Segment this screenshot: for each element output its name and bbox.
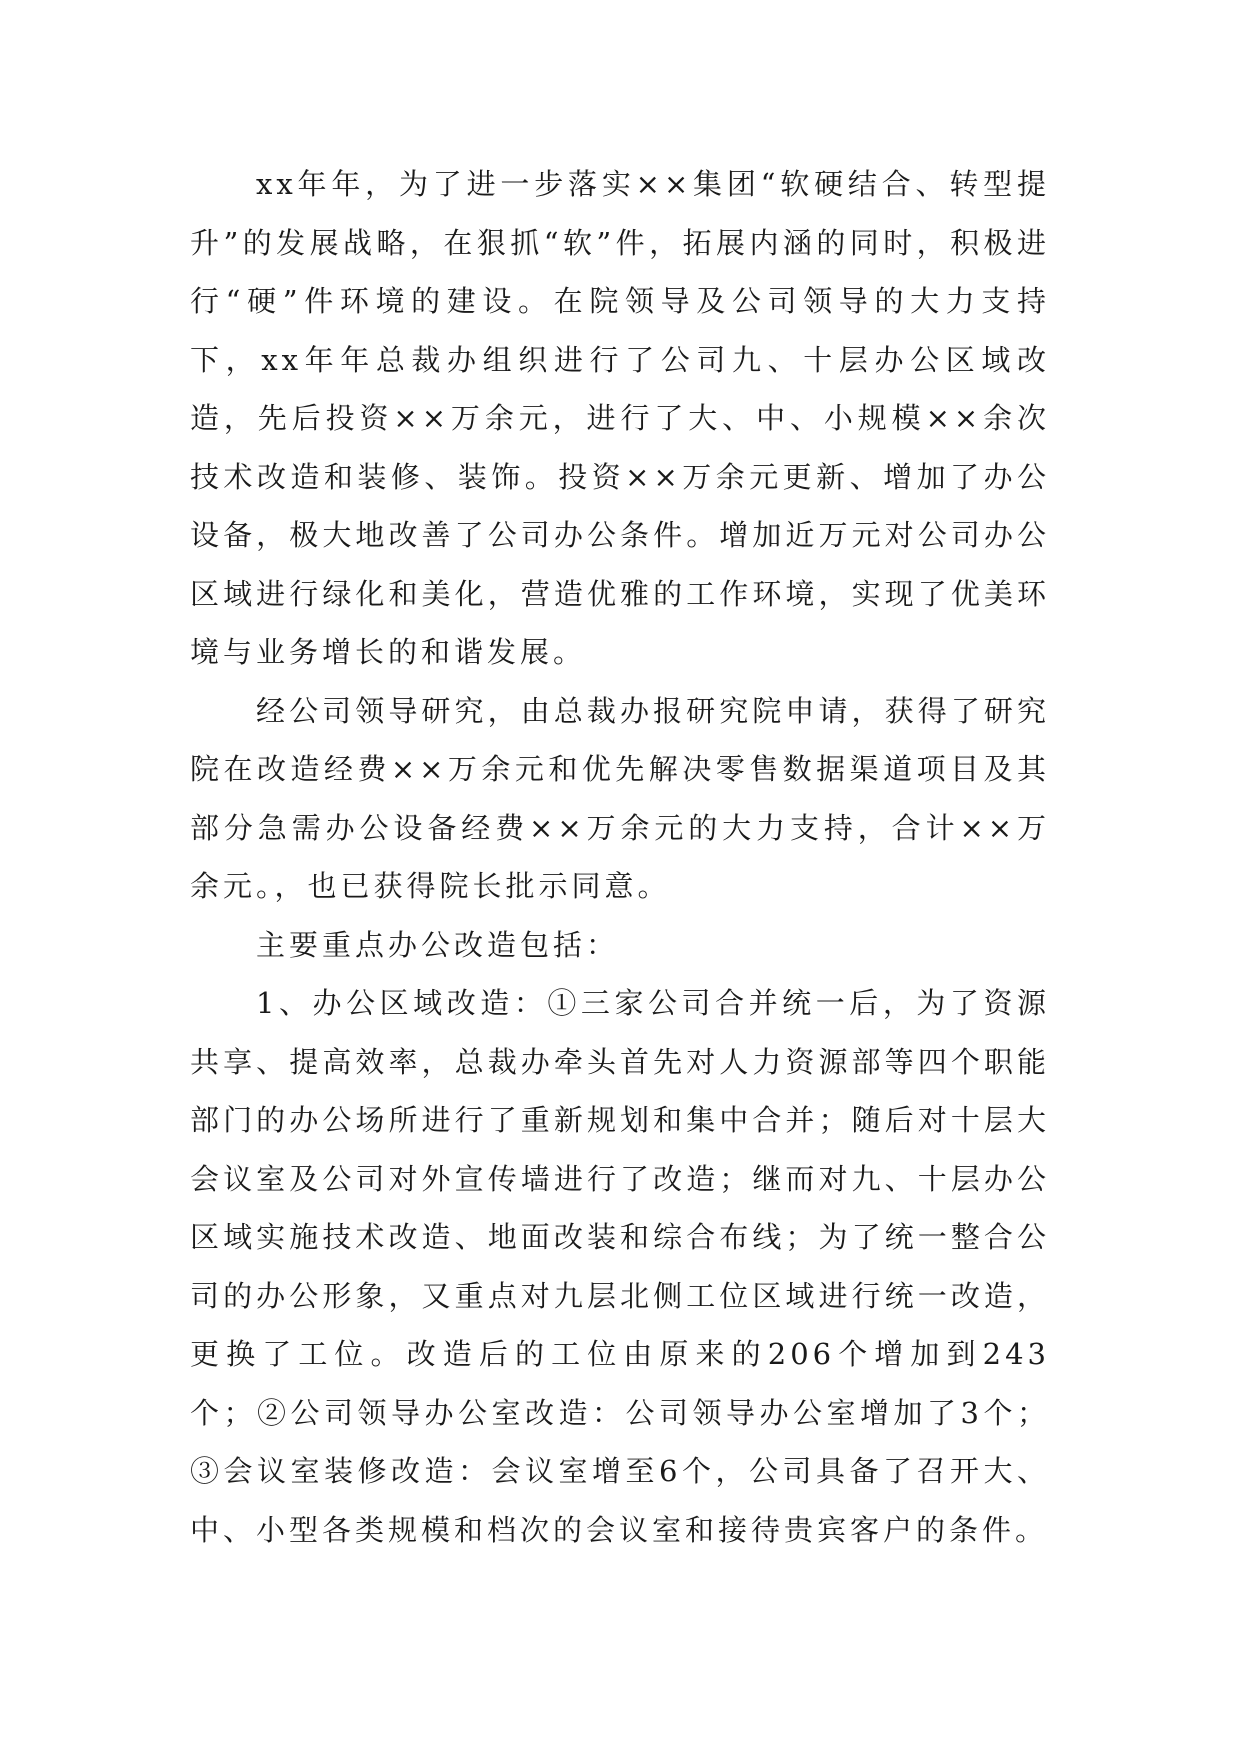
paragraph-heading: 主要重点办公改造包括： xyxy=(256,927,620,962)
document-body xyxy=(190,155,1050,1559)
paragraph-intro: xx年年，为了进一步落实××集团“软硬结合、转型提升”的发展战略，在狠抓“软”件，拓展内涵的同时，积极进行“硬”件环境的建设。在院领导及公司领导的大力支持下，xx年年总裁办组织进行了公司九、十层办公区域改造，先后投资××万余元，进行了大、中、小规模××余次技术改造和装修、装饰。投资××万余元更新、增加了办公设备，极大地改善了公司办公条件。增加近万元对公司办公区域进行绿化和美化，营造优雅的工作环境，实现了优美环境与业务增长的和谐发展。 xyxy=(190,167,1050,669)
paragraph-funding: 经公司领导研究，由总裁办报研究院申请，获得了研究院在改造经费××万余元和优先解决零售数据渠道项目及其部分急需办公设备经费××万余元的大力支持，合计××万余元。，也已获得院长批示同意。 xyxy=(190,693,1050,903)
paragraph-office-renovation: 1、办公区域改造：①三家公司合并统一后，为了资源共享、提高效率，总裁办牵头首先对人力资源部等四个职能部门的办公场所进行了重新规划和集中合并；随后对十层大会议室及公司对外宣传墙进行了改造；继而对九、十层办公区域实施技术改造、地面改装和综合布线；为了统一整合公司的办公形象，又重点对九层北侧工位区域进行统一改造，更换了工位。改造后的工位由原来的206个增加到243个；②公司领导办公室改造：公司领导办公室增加了3个；③会议室装修改造：会议室增至6个，公司具备了召开大、中、小型各类规模和档次的会议室和接待贵宾客户的条件。 xyxy=(190,986,1050,1547)
